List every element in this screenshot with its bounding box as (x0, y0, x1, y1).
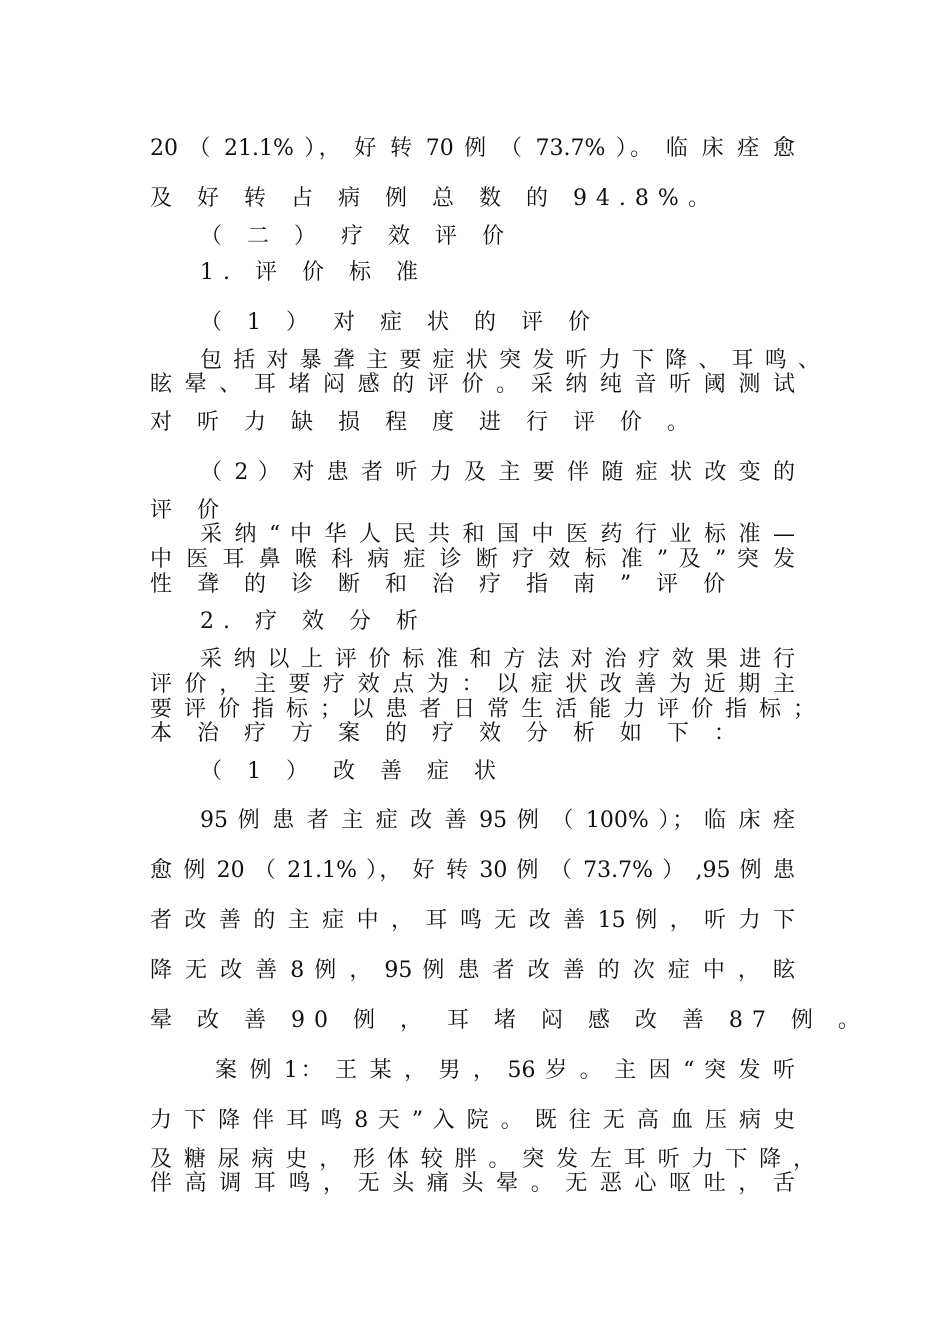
subsection-heading: （ 1 ） 对 症 状 的 评 价 (200, 310, 599, 335)
text-line: 力 下 降 伴 耳 鸣 8 天 ” 入 院 。 既 往 无 高 血 压 病 史 (150, 1108, 795, 1133)
text-line: 采 纳 “ 中 华 人 民 共 和 国 中 医 药 行 业 标 准 — (200, 522, 795, 547)
text-line: 包 括 对 暴 聋 主 要 症 状 突 发 听 力 下 降 、 耳 鸣 、 (200, 348, 820, 373)
text-line: 对 听 力 缺 损 程 度 进 行 评 价 。 (150, 410, 698, 435)
text-line: 晕 改 善 90 例 ， 耳 堵 闷 感 改 善 87 例 。 (150, 1008, 869, 1033)
text-line: 伴 高 调 耳 鸣 ， 无 头 痛 头 晕 。 无 恶 心 呕 吐 ， 舌 (150, 1171, 795, 1196)
text-line: 评 价 ， 主 要 疗 效 点 为 ： 以 症 状 改 善 为 近 期 主 (150, 672, 795, 697)
text-line: 95 例 患 者 主 症 改 善 95 例 （ 100% ）； 临 床 痊 (200, 808, 795, 833)
text-line: 及 糖 尿 病 史 ， 形 体 较 胖 。 突 发 左 耳 听 力 下 降 ， (150, 1147, 815, 1172)
text-line: 评 价 (150, 498, 228, 523)
text-line: 降 无 改 善 8 例 ， 95 例 患 者 改 善 的 次 症 中 ， 眩 (150, 958, 795, 983)
text-line: 案 例 1： 王 某 ， 男 ， 56 岁 。 主 因 “ 突 发 听 (215, 1058, 795, 1083)
subsection-heading: 1. 评 价 标 准 (200, 260, 427, 285)
subsection-heading: （ 1 ） 改 善 症 状 (200, 759, 505, 784)
text-line: 愈 例 20 （ 21.1% ）， 好 转 30 例 （ 73.7% ） ,95 例 患 (150, 858, 795, 883)
text-line: 中 医 耳 鼻 喉 科 病 症 诊 断 疗 效 标 准 ” 及 ” 突 发 (150, 547, 795, 572)
subsection-heading: （ 2 ） 对 患 者 听 力 及 主 要 伴 随 症 状 改 变 的 (200, 460, 795, 485)
text-line: 及 好 转 占 病 例 总 数 的 94.8%。 (150, 186, 719, 211)
text-line: 20 （ 21.1% ）， 好 转 70 例 （ 73.7% ）。 临 床 痊 愈 (150, 136, 795, 161)
subsection-heading: 2. 疗 效 分 析 (200, 609, 427, 634)
text-line: 眩 晕 、 耳 堵 闷 感 的 评 价 。 采 纳 纯 音 听 阈 测 试 (150, 372, 795, 397)
text-line: 者 改 善 的 主 症 中 ， 耳 鸣 无 改 善 15 例 ， 听 力 下 (150, 908, 795, 933)
section-heading: （ 二 ） 疗 效 评 价 (200, 224, 513, 249)
text-line: 性 聋 的 诊 断 和 治 疗 指 南 ” 评 价 (150, 572, 735, 597)
text-line: 采 纳 以 上 评 价 标 准 和 方 法 对 治 疗 效 果 进 行 (200, 647, 795, 672)
text-line: 本 治 疗 方 案 的 疗 效 分 析 如 下 ： (150, 721, 745, 746)
text-line: 要 评 价 指 标 ； 以 患 者 日 常 生 活 能 力 评 价 指 标 ； (150, 697, 815, 722)
